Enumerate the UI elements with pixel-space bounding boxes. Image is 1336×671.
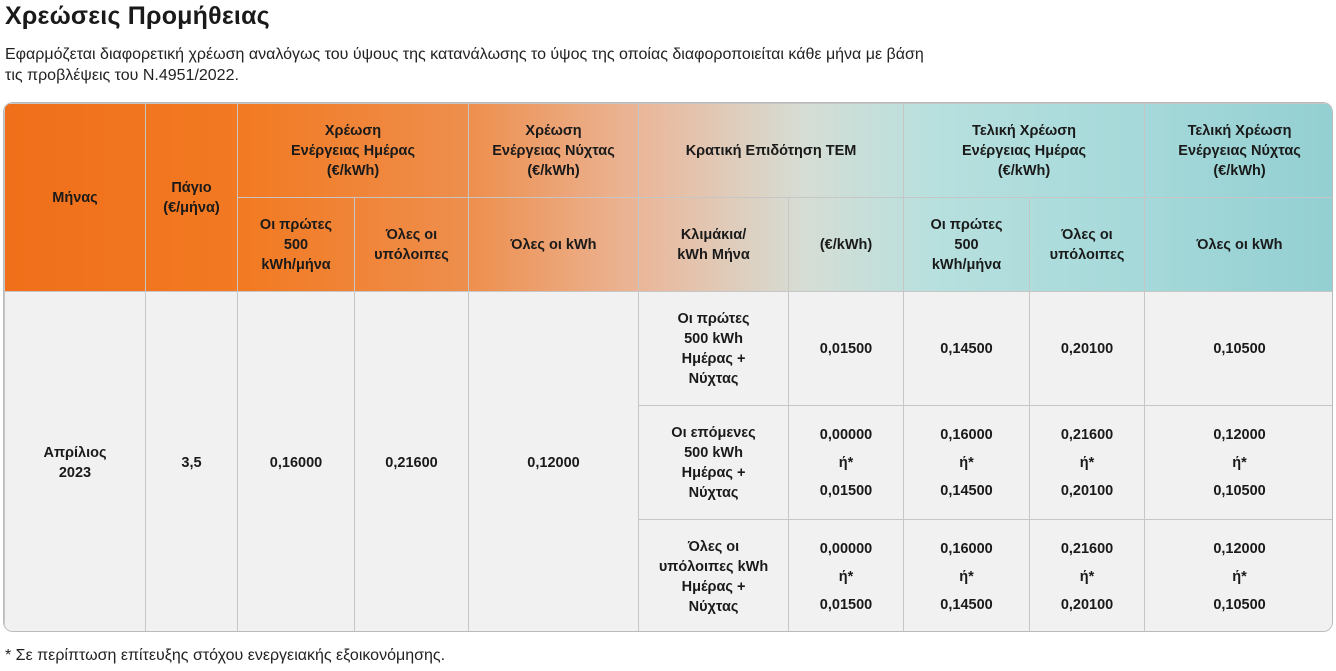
cell-tier-final-night: 0,10500 bbox=[1145, 292, 1333, 406]
cell-tier-label: Όλες οι υπόλοιπες kWh Ημέρας + Νύχτας bbox=[639, 520, 789, 633]
header-final-day: Τελική Χρέωση Ενέργειας Ημέρας (€/kWh) bbox=[904, 104, 1145, 198]
intro-text: Εφαρμόζεται διαφορετική χρέωση αναλόγως του ύψους της κατανάλωσης το ύψος της οποίας διαφοροποιείται κάθε μήνα με βάση τις προβλέψεις του Ν.4951/2022. bbox=[5, 46, 924, 84]
cell-tier-label: Οι επόμενες 500 kWh Ημέρας + Νύχτας bbox=[639, 406, 789, 520]
table-row bbox=[5, 292, 1334, 406]
header-day-energy: Χρέωση Ενέργειας Ημέρας (€/kWh) bbox=[238, 104, 469, 198]
cell-tier-subsidy: 0,01500 bbox=[789, 292, 904, 406]
header-tiers: Κλιμάκια/ kWh Μήνα bbox=[639, 198, 789, 292]
header-day-first500: Οι πρώτες 500 kWh/μήνα bbox=[238, 198, 355, 292]
header-day-rest: Όλες οι υπόλοιπες bbox=[355, 198, 469, 292]
cell-tier-final-night: 0,12000 ή* 0,10500 bbox=[1145, 520, 1333, 633]
table-header bbox=[5, 104, 1334, 292]
cell-tier-final-day-first500: 0,14500 bbox=[904, 292, 1030, 406]
cell-tier-subsidy: 0,00000 ή* 0,01500 bbox=[789, 520, 904, 633]
cell-tier-final-night: 0,12000 ή* 0,10500 bbox=[1145, 406, 1333, 520]
header-final-day-first500: Οι πρώτες 500 kWh/μήνα bbox=[904, 198, 1030, 292]
header-night-energy: Χρέωση Ενέργειας Νύχτας (€/kWh) bbox=[469, 104, 639, 198]
cell-day-first500: 0,16000 bbox=[238, 292, 355, 633]
cell-fee: 3,5 bbox=[146, 292, 238, 633]
header-final-night: Τελική Χρέωση Ενέργειας Νύχτας (€/kWh) bbox=[1145, 104, 1333, 198]
page-title: Χρεώσεις Προμήθειας bbox=[5, 2, 270, 30]
header-month: Μήνας bbox=[5, 104, 146, 292]
header-night-all-kwh: Όλες οι kWh bbox=[469, 198, 639, 292]
header-subsidy-per-kwh: (€/kWh) bbox=[789, 198, 904, 292]
header-subsidy: Κρατική Επιδότηση ΤΕΜ bbox=[639, 104, 904, 198]
header-final-night-all-kwh: Όλες οι kWh bbox=[1145, 198, 1333, 292]
cell-tier-final-day-first500: 0,16000 ή* 0,14500 bbox=[904, 406, 1030, 520]
cell-tier-subsidy: 0,00000 ή* 0,01500 bbox=[789, 406, 904, 520]
cell-tier-label: Οι πρώτες 500 kWh Ημέρας + Νύχτας bbox=[639, 292, 789, 406]
cell-tier-final-day-rest: 0,21600 ή* 0,20100 bbox=[1030, 406, 1145, 520]
cell-day-rest: 0,21600 bbox=[355, 292, 469, 633]
cell-tier-final-day-rest: 0,21600 ή* 0,20100 bbox=[1030, 520, 1145, 633]
supply-charges-table bbox=[3, 102, 1333, 632]
cell-night-all: 0,12000 bbox=[469, 292, 639, 633]
table-body bbox=[5, 292, 1334, 633]
cell-month: Απρίλιος 2023 bbox=[5, 292, 146, 633]
cell-tier-final-day-first500: 0,16000 ή* 0,14500 bbox=[904, 520, 1030, 633]
cell-tier-final-day-rest: 0,20100 bbox=[1030, 292, 1145, 406]
footnote: * Σε περίπτωση επίτευξης στόχου ενεργειακής εξοικονόμησης. bbox=[5, 647, 446, 664]
header-final-day-rest: Όλες οι υπόλοιπες bbox=[1030, 198, 1145, 292]
header-fee: Πάγιο (€/μήνα) bbox=[146, 104, 238, 292]
